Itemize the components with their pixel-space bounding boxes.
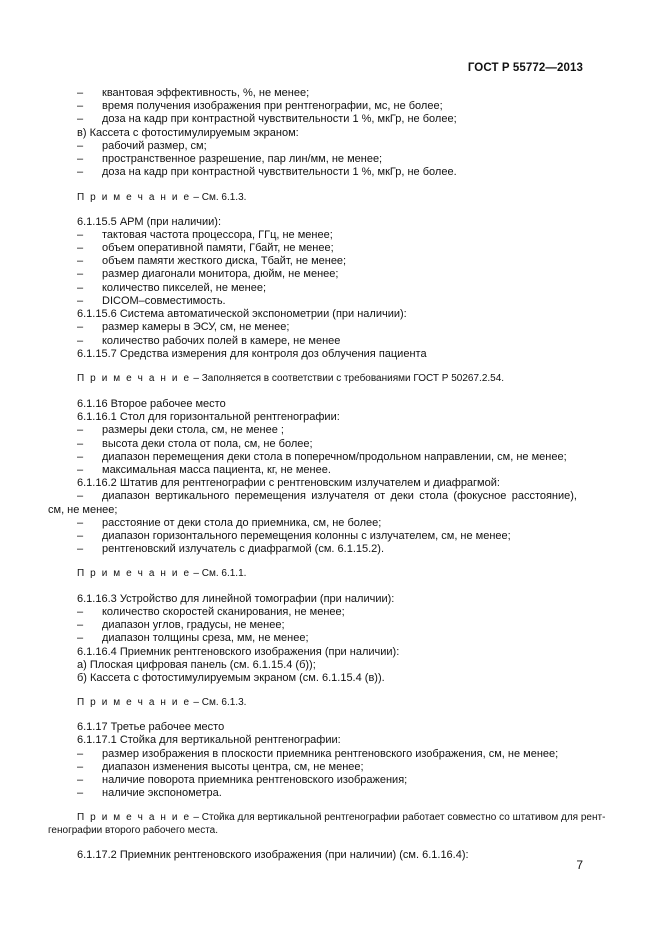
continuation-line: генографии второго рабочего места. [48,825,219,836]
list-item-text: доза на кадр при контрастной чувствительности 1 %, мкГр, не более. [102,166,457,178]
list-bullet: – [77,242,84,254]
list-item-text: максимальная масса пациента, кг, не менее. [102,464,331,476]
list-item-text: диапазон вертикального перемещения излучателя от деки стола (фокусное расстояние), [102,490,577,502]
list-bullet: – [77,166,84,178]
note-label: П р и м е ч а н и е [77,697,191,708]
paragraph-line: 6.1.17 Третье рабочее место [77,721,225,733]
paragraph-line: а) Плоская цифровая панель (см. 6.1.15.4 (б)); [77,659,316,671]
list-bullet: – [77,787,84,799]
list-bullet: – [77,229,84,241]
list-item-text: высота деки стола от пола, см, не более; [102,438,313,450]
list-bullet: – [77,424,84,436]
list-bullet: – [77,490,84,502]
list-item-text: размеры деки стола, см, не менее ; [102,424,284,436]
list-item-text: время получения изображения при рентгенографии, мс, не более; [102,100,443,112]
continuation-line: см, не менее; [48,504,118,516]
list-item-text: доза на кадр при контрастной чувствительности 1 %, мкГр, не более; [102,113,457,125]
note-text: Заполняется в соответствии с требованиями ГОСТ Р 50267.2.54. [201,373,505,384]
list-bullet: – [77,530,84,542]
list-item-text: DICOM–совместимость. [102,295,226,307]
paragraph-line: 6.1.16.3 Устройство для линейной томографии (при наличии): [77,593,395,605]
note-separator: – [193,812,199,823]
note [77,190,577,205]
note-text: См. 6.1.1. [201,568,247,579]
note [77,371,577,386]
note-separator: – [193,192,199,203]
paragraph-line: 6.1.16.4 Приемник рентгеновского изображения (при наличии): [77,646,400,658]
note-separator: – [193,568,199,579]
note-text: Стойка для вертикальной рентгенографии работает совместно со штативом для рент- [201,812,606,823]
paragraph-line: 6.1.17.2 Приемник рентгеновского изображения (при наличии) (см. 6.1.16.4): [77,849,469,861]
list-item-text: диапазон углов, градусы, не менее; [102,619,285,631]
note-text: См. 6.1.3. [201,697,247,708]
note-separator: – [193,373,199,384]
list-bullet: – [77,761,84,773]
list-item-text: объем памяти жесткого диска, Тбайт, не менее; [102,255,347,267]
list-item-text: диапазон изменения высоты центра, см, не менее; [102,761,364,773]
list-bullet: – [77,748,84,760]
list-bullet: – [77,517,84,529]
list-item-text: тактовая частота процессора, ГГц, не менее; [102,229,333,241]
list-item-text: диапазон горизонтального перемещения колонны с излучателем, см, не менее; [102,530,511,542]
list-item-text: размер камеры в ЭСУ, см, не менее; [102,321,290,333]
list-bullet: – [77,606,84,618]
list-bullet: – [77,255,84,267]
paragraph-line: 6.1.16 Второе рабочее место [77,398,226,410]
paragraph-line: 6.1.15.6 Система автоматической экспонометрии (при наличии): [77,308,407,320]
list-item-text: диапазон перемещения деки стола в поперечном/продольном направлении, см, не менее; [102,451,567,463]
list-item-text: рентгеновский излучатель с диафрагмой (см. 6.1.15.2). [102,543,384,555]
list-bullet: – [77,321,84,333]
list-item-text: диапазон толщины среза, мм, не менее; [102,632,309,644]
note [77,695,577,710]
list-item-text: наличие поворота приемника рентгеновского изображения; [102,774,408,786]
list-bullet: – [77,113,84,125]
list-bullet: – [77,464,84,476]
note-label: П р и м е ч а н и е [77,192,191,203]
list-item-text: количество пикселей, не менее; [102,282,267,294]
list-item-text: размер изображения в плоскости приемника рентгеновского изображения, см, не менее; [102,748,559,760]
list-bullet: – [77,619,84,631]
list-bullet: – [77,268,84,280]
list-bullet: – [77,438,84,450]
list-bullet: – [77,295,84,307]
note-label: П р и м е ч а н и е [77,373,191,384]
list-item-text: наличие экспонометра. [102,787,222,799]
list-item-text: размер диагонали монитора, дюйм, не менее; [102,268,339,280]
note [77,566,577,581]
paragraph-line: 6.1.16.2 Штатив для рентгенографии с рентгеновским излучателем и диафрагмой: [77,477,500,489]
paragraph-line: в) Кассета с фотостимулируемым экраном: [77,127,299,139]
list-bullet: – [77,153,84,165]
list-item-text: количество скоростей сканирования, не менее; [102,606,345,618]
paragraph-line: 6.1.17.1 Стойка для вертикальной рентгенографии: [77,734,341,746]
list-bullet: – [77,451,84,463]
list-bullet: – [77,100,84,112]
list-bullet: – [77,543,84,555]
list-item-text: объем оперативной памяти, Гбайт, не менее; [102,242,334,254]
paragraph-line: 6.1.15.7 Средства измерения для контроля доз облучения пациента [77,348,427,360]
note-label: П р и м е ч а н и е [77,812,191,823]
note-separator: – [193,697,199,708]
list-item-text: рабочий размер, см; [102,140,207,152]
list-bullet: – [77,335,84,347]
note-label: П р и м е ч а н и е [77,568,191,579]
list-bullet: – [77,87,84,99]
list-item-text: расстояние от деки стола до приемника, см, не более; [102,517,382,529]
list-bullet: – [77,282,84,294]
paragraph-line: 6.1.15.5 АРМ (при наличии): [77,216,222,228]
standard-header: ГОСТ Р 55772—2013 [467,62,583,74]
list-item-text: квантовая эффективность, %, не менее; [102,87,310,99]
paragraph-line: б) Кассета с фотостимулируемым экраном (см. 6.1.15.4 (в)). [77,672,385,684]
list-bullet: – [77,140,84,152]
note-text: См. 6.1.3. [201,192,247,203]
list-item-text: пространственное разрешение, пар лин/мм, не менее; [102,153,383,165]
page-number: 7 [576,858,583,872]
list-bullet: – [77,774,84,786]
paragraph-line: 6.1.16.1 Стол для горизонтальной рентгенографии: [77,411,340,423]
list-bullet: – [77,632,84,644]
list-item-text: количество рабочих полей в камере, не менее [102,335,341,347]
